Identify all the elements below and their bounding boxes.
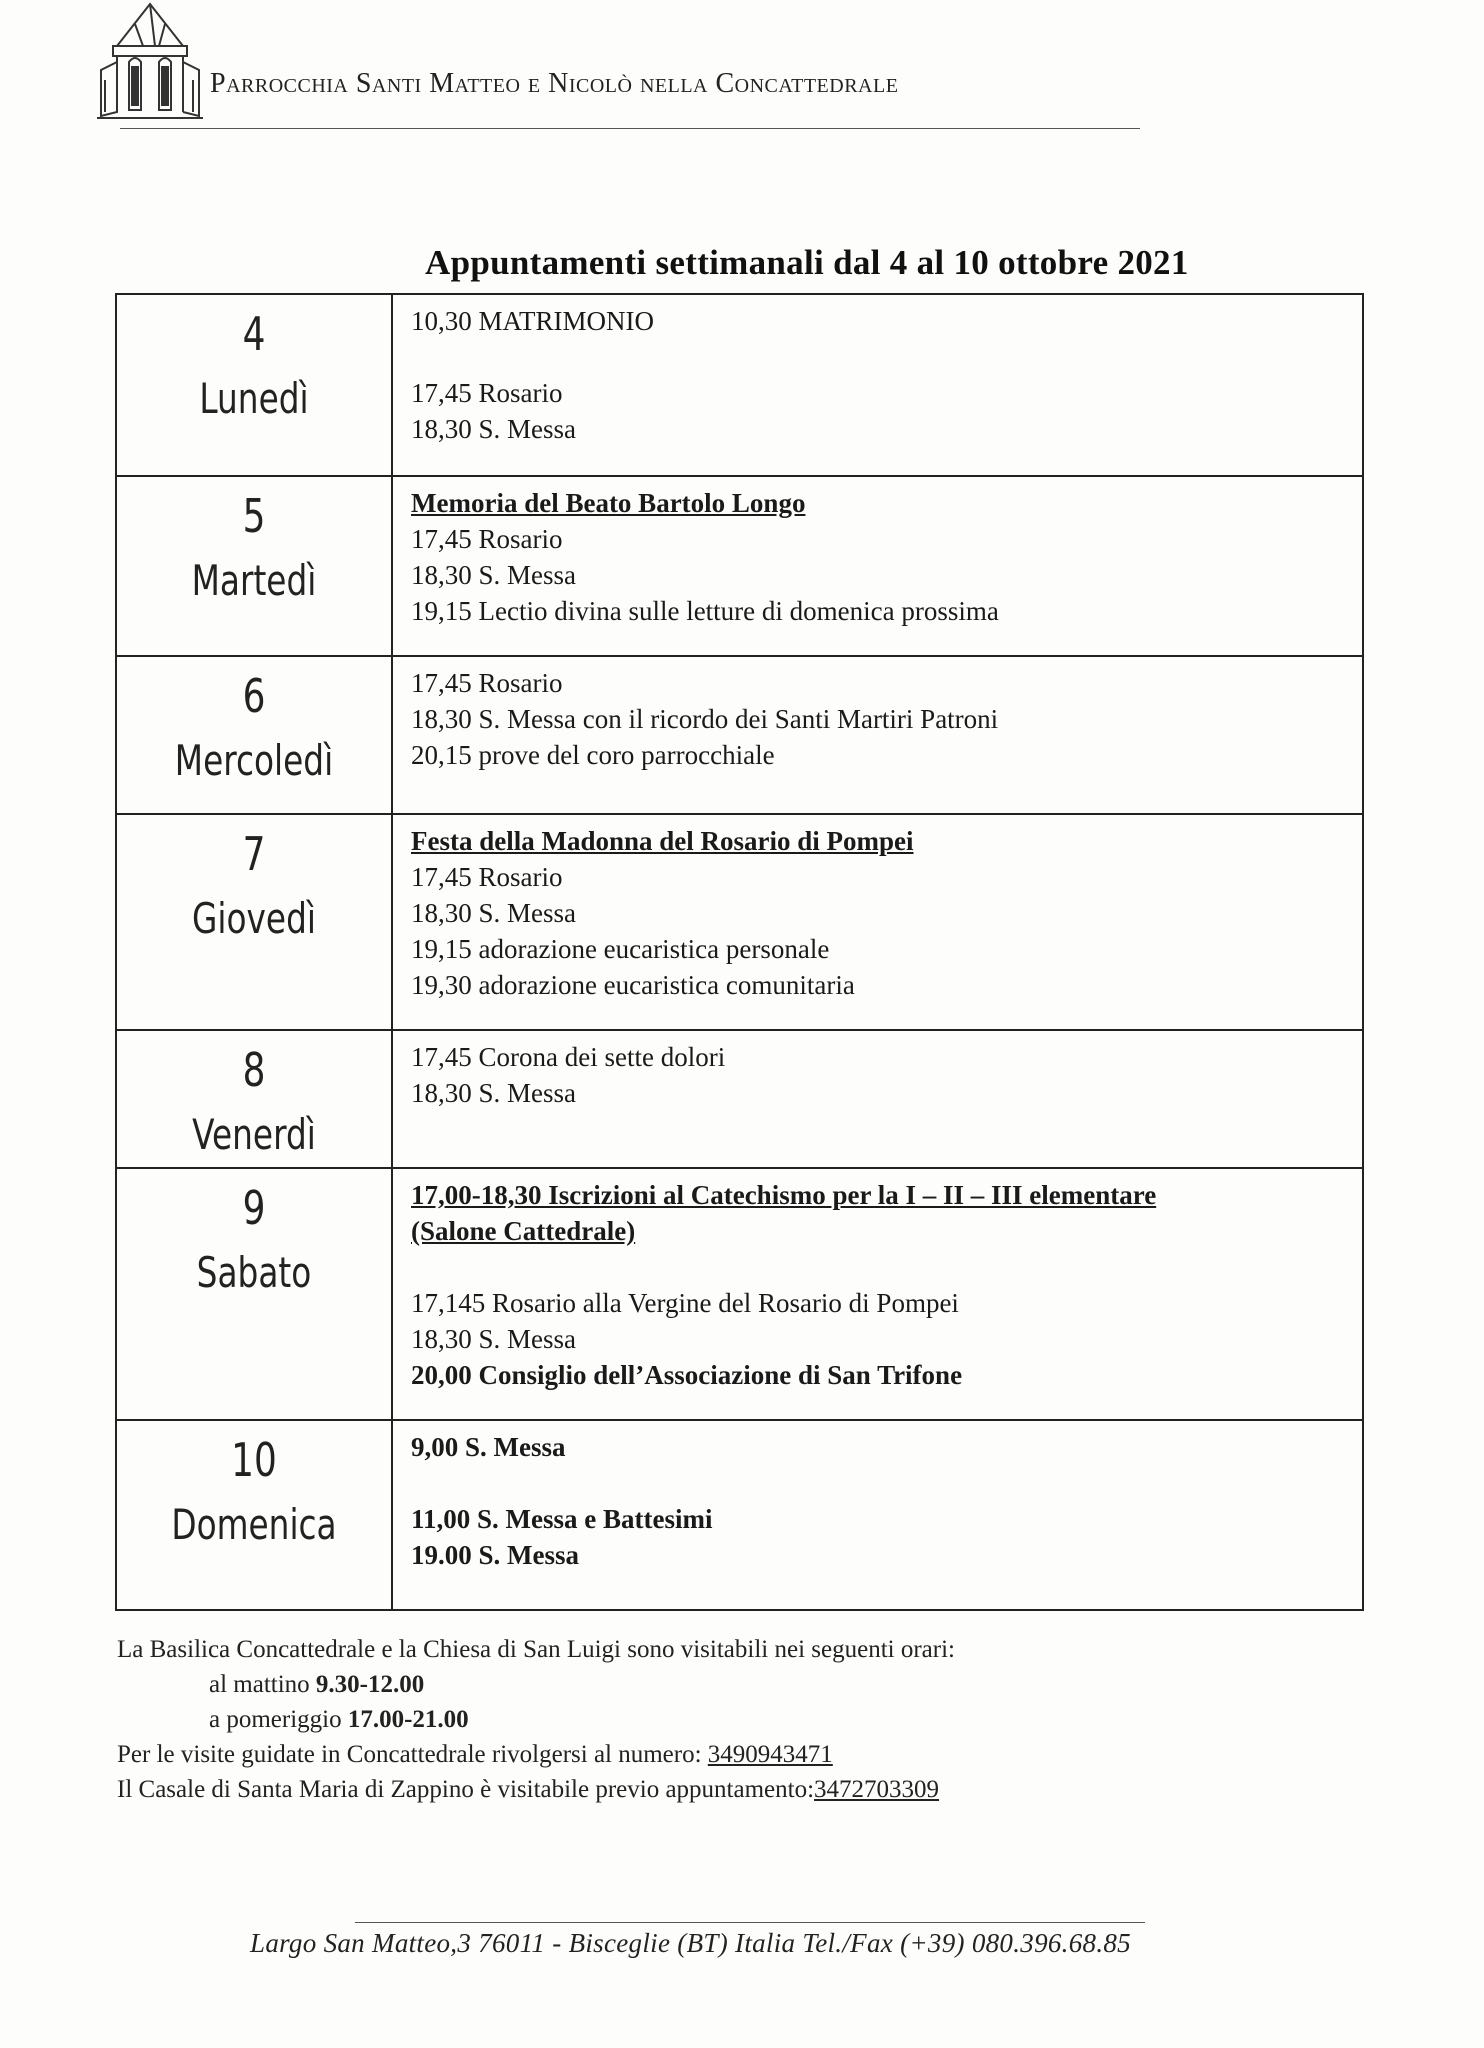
day-name: Giovedì [192,894,316,943]
page-title: Appuntamenti settimanali dal 4 al 10 ottobre 2021 [425,243,1189,282]
events-cell [392,1168,1363,1420]
events-cell [392,294,1363,476]
event-item: 19.00 S. Messa [411,1540,579,1570]
day-cell [116,1168,392,1420]
event-item: 19,30 adorazione eucaristica comunitaria [411,970,855,1000]
events-cell [392,656,1363,814]
day-row [116,814,1363,1030]
day-name: Lunedì [199,374,309,423]
events-cell [392,1030,1363,1168]
event-item: 17,00-18,30 Iscrizioni al Catechismo per la I – II – III elementare [411,1180,1157,1210]
day-row [116,1030,1363,1168]
day-row [116,656,1363,814]
event-item: 19,15 adorazione eucaristica personale [411,934,830,964]
event-item: 20,00 Consiglio dell’Associazione di San Trifone [411,1360,963,1390]
event-item: 17,45 Rosario [411,378,563,408]
events-cell [392,476,1363,656]
guided-phone: 3490943471 [707,1741,833,1768]
events-cell [392,814,1363,1030]
day-cell [116,656,392,814]
event-item: 17,45 Rosario [411,524,563,554]
casale-phone: 3472703309 [814,1776,940,1803]
day-cell [116,1420,392,1610]
afternoon-hours-line: a pomeriggio 17.00-21.00 [209,1706,469,1733]
day-name: Mercoledì [174,736,334,785]
parish-name: Parrocchia Santi Matteo e Nicolò nella Concattedrale [210,68,899,99]
day-name: Venerdì [192,1110,316,1159]
day-name: Sabato [196,1248,312,1297]
day-name: Martedì [191,556,317,605]
church-tower-icon [95,0,205,125]
day-cell [116,476,392,656]
day-number: 7 [242,827,266,881]
event-item: 17,45 Corona dei sette dolori [411,1042,726,1072]
day-number: 5 [242,489,266,543]
visiting-info [117,1632,955,1807]
casale-line: Il Casale di Santa Maria di Zappino è visitabile previo appuntamento:3472703309 [117,1776,940,1803]
day-row [116,1168,1363,1420]
event-item: 18,30 S. Messa [411,414,577,444]
event-item: Memoria del Beato Bartolo Longo [411,488,806,518]
event-item: 19,15 Lectio divina sulle letture di domenica prossima [411,596,999,626]
header-divider [120,128,1140,129]
event-item: 17,45 Rosario [411,862,563,892]
event-item: Festa della Madonna del Rosario di Pompei [411,826,914,856]
events-cell [392,1420,1363,1610]
event-item: 11,00 S. Messa e Battesimi [411,1504,713,1534]
morning-hours-line: al mattino 9.30-12.00 [209,1671,425,1698]
event-item: 18,30 S. Messa [411,1078,577,1108]
event-item: 20,15 prove del coro parrocchiale [411,740,775,770]
parish-address: Largo San Matteo,3 76011 - Bisceglie (BT) Italia Tel./Fax (+39) 080.396.68.85 [250,1928,1131,1958]
day-number: 9 [242,1181,266,1235]
event-item: 17,45 Rosario [411,668,563,698]
day-number: 6 [242,669,266,723]
day-number: 10 [231,1433,277,1487]
event-item: 18,30 S. Messa [411,560,577,590]
address-divider [355,1922,1145,1923]
visiting-intro: La Basilica Concattedrale e la Chiesa di San Luigi sono visitabili nei seguenti orari: [117,1636,955,1663]
day-row [116,476,1363,656]
day-number: 4 [242,307,266,361]
day-number: 8 [242,1043,266,1097]
event-item: 17,145 Rosario alla Vergine del Rosario di Pompei [411,1288,959,1318]
event-item: (Salone Cattedrale) [411,1216,636,1246]
day-cell [116,1030,392,1168]
weekly-schedule-table [115,293,1364,1611]
event-item: 18,30 S. Messa con il ricordo dei Santi Martiri Patroni [411,704,999,734]
morning-hours: 9.30-12.00 [315,1671,425,1698]
event-item: 10,30 MATRIMONIO [411,306,654,336]
day-name: Domenica [171,1500,337,1549]
event-item: 18,30 S. Messa [411,1324,577,1354]
letterhead [95,0,1145,140]
afternoon-hours: 17.00-21.00 [347,1706,469,1733]
day-cell [116,814,392,1030]
event-item: 9,00 S. Messa [411,1432,566,1462]
event-item: 18,30 S. Messa [411,898,577,928]
day-cell [116,294,392,476]
day-row [116,294,1363,476]
day-row [116,1420,1363,1610]
guided-visits-line: Per le visite guidate in Concattedrale rivolgersi al numero: 3490943471 [117,1741,833,1768]
